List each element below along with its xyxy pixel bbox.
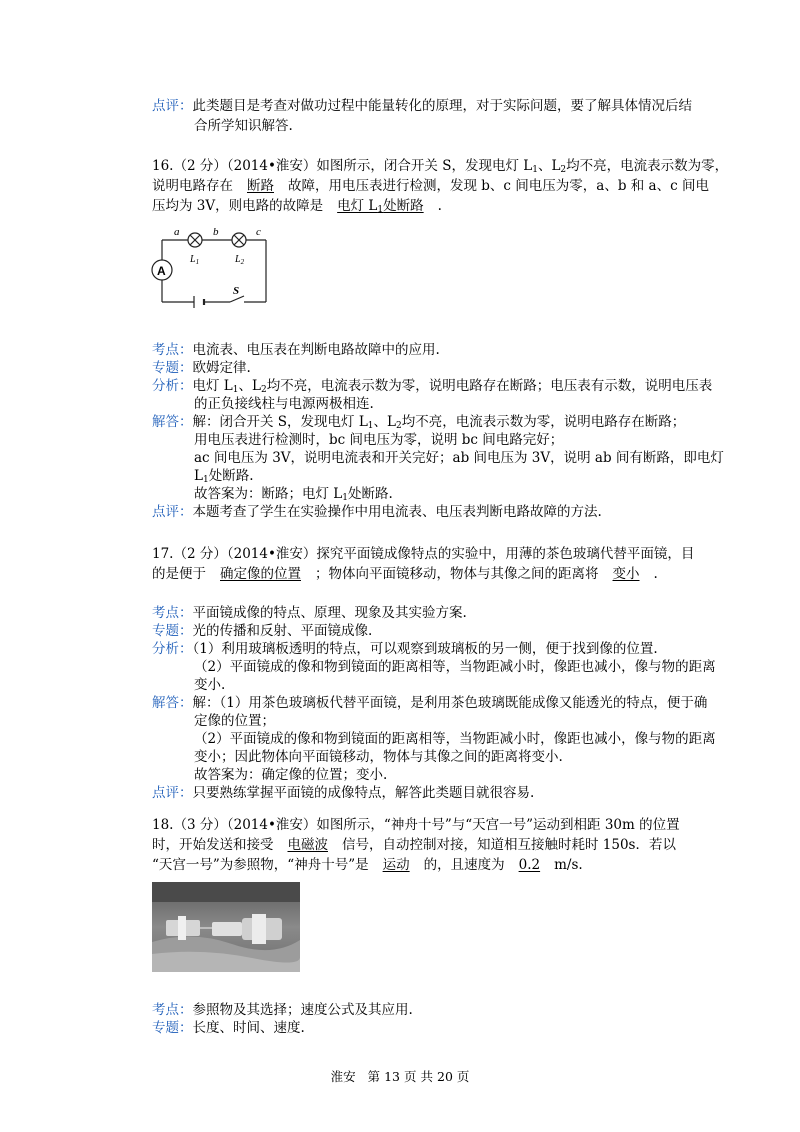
q16-answer-blank-2: 电灯 $L_1$处断路 bbox=[337, 198, 424, 215]
q16-jieda-4: $L_1$处断路. bbox=[194, 468, 254, 485]
lamp-l2-label: $L_2$ bbox=[235, 254, 245, 266]
q16-jieda-2: 用电压表进行检测时，bc 间电压为零，说明 bc 间电路完好； bbox=[194, 432, 564, 448]
q17-kaodian: 考点：平面镜成像的特点、原理、现象及其实验方案. bbox=[152, 605, 467, 621]
prev-comment-line-2: 合所学知识解答. bbox=[194, 118, 293, 134]
q17-fenxi-2: （2）平面镜成的像和物到镜面的距离相等，当物距减小时，像距也减小，像与物的距离 bbox=[194, 659, 716, 675]
q17-fenxi-3: 变小. bbox=[194, 677, 226, 693]
footer-page-number: 13 bbox=[384, 1069, 400, 1084]
q18-answer-blank-1: 电磁波 bbox=[287, 837, 328, 853]
q17-dianping: 点评：只要熟练掌握平面镜的成像特点，解答此类题目就很容易. bbox=[152, 785, 535, 801]
q16-stem-line-3: 压均为 3V，则电路的故障是 电灯 $L_1$处断路 . bbox=[152, 198, 442, 215]
q17-answer-blank-1: 确定像的位置 bbox=[220, 566, 301, 582]
node-a-label: a bbox=[174, 226, 180, 238]
q16-fenxi: 分析：电灯 $L_1$、$L_2$均不亮，电流表示数为零，说明电路存在断路；电压表有示数，说明电压表 bbox=[152, 378, 713, 395]
prev-comment-line bbox=[152, 96, 692, 116]
lamp-l1-label: $L_1$ bbox=[190, 254, 200, 266]
q18-answer-blank-2: 运动 bbox=[382, 857, 410, 873]
q16-jieda-5: 故答案为：断路；电灯 $L_1$处断路. bbox=[194, 486, 393, 503]
q17-jieda: 解答：解：（1）用茶色玻璃板代替平面镜，是利用茶色玻璃既能成像又能透光的特点，便于确 bbox=[152, 695, 708, 711]
ammeter-symbol: A bbox=[157, 264, 166, 278]
q17-stem-line-1: 17.（2 分）（2014•淮安）探究平面镜成像特点的实验中，用薄的茶色玻璃代替平面镜，目 bbox=[152, 546, 695, 562]
q16-dianping: 点评：本题考查了学生在实验操作中用电流表、电压表判断电路故障的方法. bbox=[152, 504, 602, 520]
q18-answer-blank-3: 0.2 bbox=[518, 857, 541, 873]
node-b-label: b bbox=[213, 226, 219, 238]
q16-stem-line-2: 说明电路存在 断路 故障，用电压表进行检测，发现 b、c 间电压为零，a、b 和 a、c 间电 bbox=[152, 178, 709, 194]
q18-zhuanti: 专题：长度、时间、速度. bbox=[152, 1020, 305, 1036]
switch-label: S bbox=[233, 285, 240, 297]
q17-jieda-2: 定像的位置； bbox=[194, 713, 275, 729]
q16-jieda: 解答：解：闭合开关 S，发现电灯 $L_1$、$L_2$均不亮，电流表示数为零，说明电路存在断路； bbox=[152, 414, 686, 431]
comment-label: 点评： bbox=[152, 98, 193, 114]
footer-total-pages: 20 bbox=[437, 1069, 453, 1084]
q16-kaodian: 考点：电流表、电压表在判断电路故障中的应用. bbox=[152, 342, 440, 358]
footer-city: 淮安 bbox=[330, 1069, 356, 1084]
page-footer: 淮安 第 13 页 共 20 页 bbox=[330, 1069, 470, 1084]
q16-zhuanti: 专题：欧姆定律. bbox=[152, 360, 251, 376]
q16-answer-blank-1: 断路 bbox=[247, 178, 274, 194]
q18-stem-line-2: 时，开始发送和接受 电磁波 信号，自动控制对接，知道相互接触时耗时 150s．若以 bbox=[152, 837, 676, 853]
circuit-diagram bbox=[150, 222, 275, 314]
q17-answer-blank-2: 变小 bbox=[612, 566, 640, 582]
q17-stem-line-2: 的是便于 确定像的位置 ；物体向平面镜移动，物体与其像之间的距离将 变小 . bbox=[152, 566, 658, 582]
q18-kaodian: 考点：参照物及其选择；速度公式及其应用. bbox=[152, 1002, 413, 1018]
node-c-label: c bbox=[256, 226, 261, 238]
q17-fenxi: 分析：（1）利用玻璃板透明的特点，可以观察到玻璃板的另一侧，便于找到像的位置. bbox=[152, 641, 658, 657]
q18-stem-line-1: 18.（3 分）（2014•淮安）如图所示，“神舟十号”与“天宫一号”运动到相距 30m 的位置 bbox=[152, 817, 680, 833]
comment-text: 此类题目是考查对做功过程中能量转化的原理，对于实际问题，要了解具体情况后结 bbox=[192, 98, 692, 114]
q17-jieda-3: （2）平面镜成的像和物到镜面的距离相等，当物距减小时，像距也减小，像与物的距离 bbox=[194, 731, 716, 747]
q18-stem-line-3: “天宫一号”为参照物，“神舟十号”是 运动 的，且速度为 0.2 m/s. bbox=[152, 857, 583, 873]
q17-zhuanti: 专题：光的传播和反射、平面镜成像. bbox=[152, 623, 373, 639]
q16-fenxi-2: 的正负接线柱与电源两极相连. bbox=[194, 396, 374, 412]
q16-jieda-3: ac 间电压为 3V，说明电流表和开关完好；ab 间电压为 3V，说明 ab 间有断路，即电灯 bbox=[194, 450, 724, 466]
q16-stem-line-1: 16.（2 分）（2014•淮安）如图所示，闭合开关 S，发现电灯 $L_1$、$L_2$均不亮，电流表示数为零， bbox=[152, 158, 729, 175]
q17-jieda-4: 变小；因此物体向平面镜移动，物体与其像之间的距离将变小. bbox=[194, 749, 563, 765]
q17-jieda-5: 故答案为：确定像的位置；变小. bbox=[194, 767, 388, 783]
spacecraft-docking-photo bbox=[152, 882, 300, 972]
